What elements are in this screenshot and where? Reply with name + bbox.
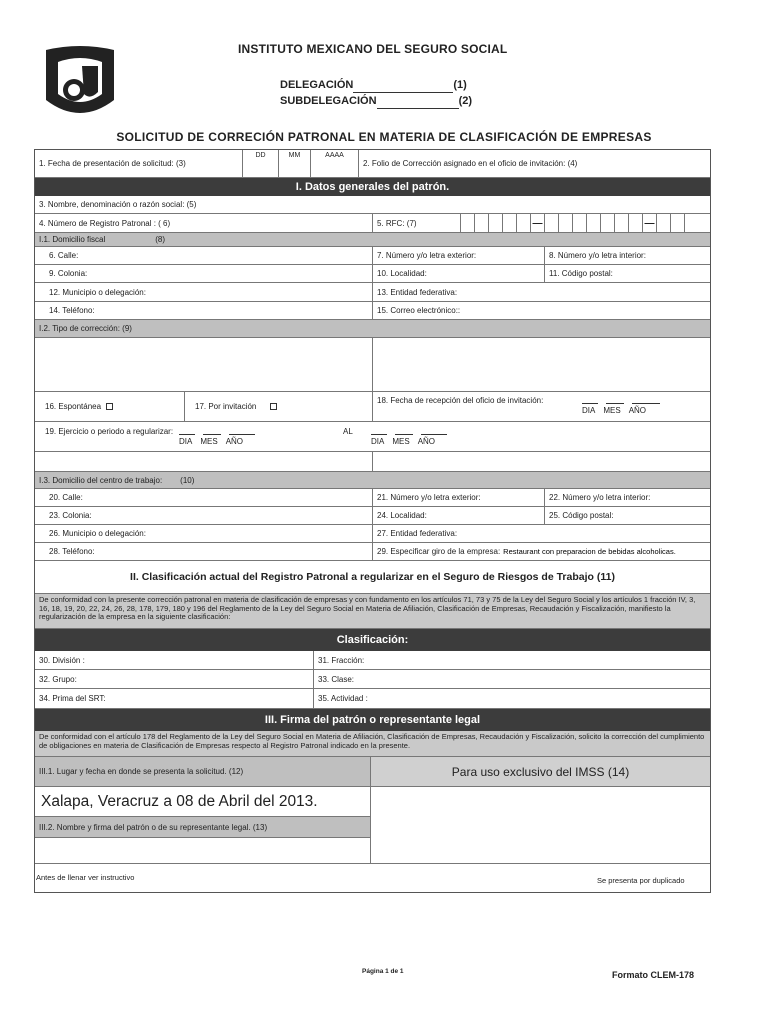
ejercicio-from-dmy	[179, 428, 255, 446]
anio-label: AÑO	[417, 437, 436, 446]
fecha-recepcion-label: 18. Fecha de recepción del oficio de invitación:	[377, 396, 544, 405]
correccion-blank-left[interactable]	[35, 338, 373, 391]
row-fecha-folio	[35, 150, 710, 178]
tipo-correccion-header: I.2. Tipo de corrección: (9)	[35, 320, 710, 338]
section-2-paragraph: De conformidad con la presente corrección patronal en materia de clasificación de empresas y con fundamento en los artículos 71, 73 y 75 de la Ley del Seguro Social y los artículos 1 fracción IV, 3, 16, 18, 19, 20, 22, 24, 26, 28, 178, 179, 180 y 196 del Reglamento de la Ley del Seguro Social en Materia de Afiliación, Clasificación de Empresas, Recaudación y Fiscalización, manifiesto la regularización de la empresa en la siguiente clasificación:	[35, 594, 710, 629]
section-3-paragraph: De conformidad con el artículo 178 del Reglamento de la Ley del Seguro Social en Materia de Afiliación, Clasificación de Empresas, Recaudación y Fiscalización, solicito la corrección del cumplimiento de obligaciones en materia de Clasificación de Empresas respecto al Registro Patronal indicado en la presente.	[35, 731, 710, 757]
lugar-fecha-header: III.1. Lugar y fecha en donde se presenta la solicitud. (12)	[35, 757, 371, 787]
num-ext2-field[interactable]: 21. Número y/o letra exterior:	[373, 489, 545, 506]
rfc-label: 5. RFC: (7)	[377, 218, 417, 228]
domicilio-trabajo-header	[35, 472, 710, 489]
delegacion-label: DELEGACIÓN	[280, 79, 354, 91]
division-field[interactable]: 30. División :	[35, 651, 314, 669]
fecha-recepcion-dmy	[582, 397, 660, 415]
section-1-header: I. Datos generales del patrón.	[35, 178, 710, 196]
fecha-presentacion[interactable]: 1. Fecha de presentación de solicitud: (3)	[35, 150, 243, 177]
subdelegacion-num: (2)	[458, 95, 473, 107]
ejercicio-blank-left[interactable]	[35, 452, 373, 471]
row-calle	[35, 247, 710, 265]
row-prima	[35, 689, 710, 709]
mm-box[interactable]: MM	[279, 150, 311, 177]
rfc-boxes[interactable]	[460, 214, 698, 232]
uso-imss-header: Para uso exclusivo del IMSS (14)	[371, 757, 710, 787]
row-telefono2	[35, 543, 710, 561]
row-colonia2	[35, 507, 710, 525]
aaaa-box[interactable]: AAAA	[311, 150, 359, 177]
duplicado-note: Se presenta por duplicado	[597, 876, 685, 885]
domicilio-fiscal-label: I.1. Domicilio fiscal	[39, 235, 106, 244]
num-int2-field[interactable]: 22. Número y/o letra interior:	[549, 493, 651, 502]
folio-correccion[interactable]: 2. Folio de Corrección asignado en el oficio de invitación: (4)	[363, 159, 578, 168]
cp2-field[interactable]: 25. Código postal:	[549, 511, 614, 520]
nombre-firma-field[interactable]	[35, 838, 371, 864]
row-nombre	[35, 196, 710, 214]
espontanea-option[interactable]	[35, 392, 185, 421]
correo-field[interactable]: 15. Correo electrónico::	[377, 306, 461, 315]
actividad-field[interactable]: 35. Actividad :	[318, 694, 368, 703]
municipio-field[interactable]: 12. Municipio o delegación:	[35, 283, 373, 301]
giro-field[interactable]	[373, 543, 710, 560]
page-number: Página 1 de 1	[362, 968, 404, 975]
dia-label: DIA	[179, 437, 193, 446]
delegacion-num: (1)	[453, 79, 467, 91]
domicilio-trabajo-label: I.3. Domicilio del centro de trabajo:	[39, 475, 163, 485]
localidad-field[interactable]: 10. Localidad:	[373, 265, 545, 282]
row-municipio2	[35, 525, 710, 543]
rfc-dash: —	[642, 214, 656, 232]
row-correccion-blank	[35, 338, 710, 392]
calle2-field[interactable]: 20. Calle:	[35, 489, 373, 506]
row-registro-rfc	[35, 214, 710, 233]
fraccion-field[interactable]: 31. Fracción:	[318, 655, 365, 665]
rfc-dash: —	[530, 214, 544, 232]
nombre-firma-header: III.2. Nombre y firma del patrón o de su representante legal. (13)	[35, 817, 371, 838]
form-table	[34, 149, 711, 893]
lugar-fecha-value[interactable]: Xalapa, Veracruz a 08 de Abril del 2013.	[35, 787, 371, 817]
mes-label: MES	[603, 406, 621, 415]
al-label: AL	[343, 427, 353, 436]
dd-box[interactable]: DD	[243, 150, 279, 177]
formato-code: Formato CLEM-178	[612, 970, 695, 980]
subdelegacion-field[interactable]	[377, 108, 459, 109]
instructivo-note: Antes de llenar ver instructivo	[36, 873, 135, 882]
mes-label: MES	[392, 437, 410, 446]
subdelegacion-label: SUBDELEGACIÓN	[280, 95, 377, 107]
espontanea-checkbox[interactable]	[106, 403, 113, 410]
row-division	[35, 651, 710, 670]
prima-field[interactable]: 34. Prima del SRT:	[35, 689, 314, 708]
nombre-field[interactable]: 3. Nombre, denominación o razón social: (5)	[39, 200, 197, 209]
correccion-blank-right[interactable]	[373, 338, 710, 391]
colonia-field[interactable]: 9. Colonia:	[35, 265, 373, 282]
clasificacion-header: Clasificación:	[35, 629, 710, 651]
section-2-header: II. Clasificación actual del Registro Patronal a regularizar en el Seguro de Riesgos de Trabajo (11)	[35, 561, 710, 594]
colonia2-field[interactable]: 23. Colonia:	[35, 507, 373, 524]
localidad2-field[interactable]: 24. Localidad:	[373, 507, 545, 524]
espontanea-label: 16. Espontánea	[45, 402, 102, 411]
cp-field[interactable]: 11. Código postal:	[549, 269, 613, 278]
telefono2-field[interactable]: 28. Teléfono:	[35, 543, 373, 560]
grupo-field[interactable]: 32. Grupo:	[35, 670, 314, 688]
telefono-field[interactable]: 14. Teléfono:	[35, 302, 373, 319]
row-calle2	[35, 489, 710, 507]
domicilio-fiscal-num: (8)	[155, 235, 166, 244]
imss-logo-icon	[40, 44, 120, 120]
giro-value: Restaurant con preparacion de bebidas alcoholicas.	[503, 547, 676, 556]
clase-field[interactable]: 33. Clase:	[318, 674, 355, 684]
uso-imss-area[interactable]	[371, 787, 710, 864]
row-colonia	[35, 265, 710, 283]
mes-label: MES	[200, 437, 218, 446]
anio-label: AÑO	[225, 437, 244, 446]
registro-patronal[interactable]: 4. Número de Registro Patronal : ( 6)	[35, 214, 373, 232]
row-municipio	[35, 283, 710, 302]
delegation-block	[280, 77, 472, 109]
invitacion-checkbox[interactable]	[270, 403, 277, 410]
num-int-field[interactable]: 8. Número y/o letra interior:	[549, 251, 646, 260]
domicilio-trabajo-num: (10)	[180, 475, 195, 485]
ejercicio-to-dmy	[371, 428, 447, 446]
dia-label: DIA	[371, 437, 385, 446]
entidad-field[interactable]: 13. Entidad federativa:	[377, 287, 458, 297]
row-ejercicio	[35, 422, 710, 452]
section-3-header: III. Firma del patrón o representante legal	[35, 709, 710, 731]
municipio2-field[interactable]: 26. Municipio o delegación:	[35, 525, 373, 542]
invitacion-label: 17. Por invitación	[195, 402, 257, 411]
ejercicio-blank-right[interactable]	[373, 452, 710, 471]
giro-label: 29. Especificar giro de la empresa:	[377, 547, 501, 556]
row-ejercicio-blank	[35, 452, 710, 472]
invitacion-option[interactable]	[185, 392, 373, 421]
ejercicio-label: 19. Ejercicio o periodo a regularizar:	[45, 427, 174, 436]
domicilio-fiscal-header	[35, 233, 710, 247]
dia-label: DIA	[582, 406, 596, 415]
row-grupo	[35, 670, 710, 689]
entidad2-field[interactable]: 27. Entidad federativa:	[377, 529, 458, 538]
num-ext-field[interactable]: 7. Número y/o letra exterior:	[373, 247, 545, 264]
row-tipo	[35, 392, 710, 422]
form-title: SOLICITUD DE CORRECIÓN PATRONAL EN MATERIA DE CLASIFICACIÓN DE EMPRESAS	[116, 130, 652, 144]
calle-field[interactable]: 6. Calle:	[35, 247, 373, 264]
institution-name: INSTITUTO MEXICANO DEL SEGURO SOCIAL	[238, 42, 508, 56]
anio-label: AÑO	[628, 406, 647, 415]
row-telefono	[35, 302, 710, 320]
